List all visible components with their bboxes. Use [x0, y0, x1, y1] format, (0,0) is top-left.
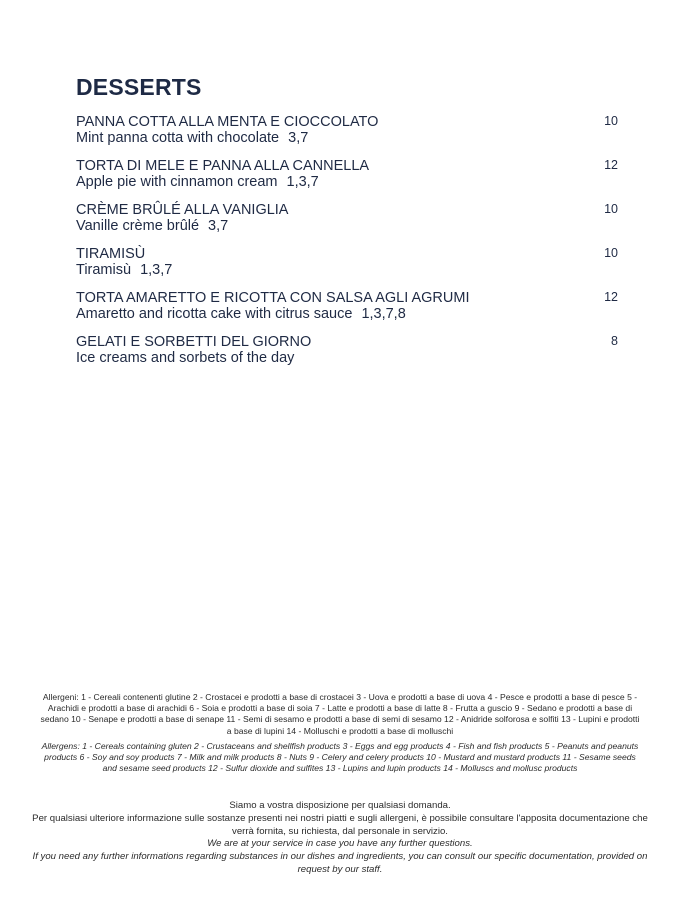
dish-name-italian: TORTA AMARETTO E RICOTTA CON SALSA AGLI AGRUMI — [76, 290, 470, 306]
service-note — [30, 800, 650, 877]
dish-name-italian: TORTA DI MELE E PANNA ALLA CANNELLA — [76, 158, 370, 174]
dish-name-english-text: Apple pie with cinnamon cream — [76, 174, 278, 190]
dish-name-italian: CRÈME BRÛLÉ ALLA VANIGLIA — [76, 202, 289, 218]
menu-item — [76, 158, 636, 202]
dish-allergens: 3,7 — [208, 218, 229, 234]
dish-name-english — [76, 262, 636, 278]
service-note-english-1: We are at your service in case you have any further questions. — [207, 838, 473, 850]
menu-item — [76, 202, 636, 246]
dish-name-english-text: Mint panna cotta with chocolate — [76, 130, 280, 146]
dish-allergens: 1,3,7 — [140, 262, 173, 278]
dish-name-italian: PANNA COTTA ALLA MENTA E CIOCCOLATO — [76, 114, 379, 130]
dish-name-english — [76, 350, 636, 366]
dish-allergens: 3,7 — [288, 130, 309, 146]
service-note-english-2: If you need any further informations regarding substances in our dishes and ingredients, you can consult our specific documentation, provided on request by our staff. — [32, 851, 648, 875]
dish-price: 10 — [604, 114, 618, 128]
dish-name-english-text: Amaretto and ricotta cake with citrus sauce — [76, 306, 353, 322]
service-note-italian-2: Per qualsiasi ulteriore informazione sulle sostanze presenti nei nostri piatti e sugli allergeni, è possibile consultare l'apposita documentazione che verrà fornita, su richiesta, dal personale in servizio. — [32, 812, 648, 837]
dish-price: 12 — [604, 290, 618, 304]
dish-name-english-text: Tiramisù — [76, 262, 132, 278]
dish-name-english — [76, 218, 636, 234]
dish-name-english — [76, 130, 636, 146]
dish-price: 10 — [604, 202, 618, 216]
menu-item — [76, 114, 636, 158]
dish-name-italian: TIRAMISÙ — [76, 246, 146, 262]
menu-item — [76, 246, 636, 290]
menu-item — [76, 334, 636, 378]
dessert-menu — [76, 114, 636, 378]
dish-allergens: 1,3,7 — [286, 174, 319, 190]
menu-item — [76, 290, 636, 334]
dish-allergens: 1,3,7,8 — [361, 306, 406, 322]
dish-name-english-text: Ice creams and sorbets of the day — [76, 350, 295, 366]
allergen-legend-english: Allergens: 1 - Cereals containing gluten 2 - Crustaceans and shellfish products 3 - Eggs and egg products 4 - Fish and fish products 5 - Peanuts and peanuts products 6 - Soy and soy products 7 - Milk and milk products 8 - Nuts 9 - Celery and celery products 10 - Mustard and mustard products 11 - Sesame seeds and sesame seed products 12 - Sulfur dioxide and sulfites 13 - Lupins and lupin products 14 - Molluscs and mollusc products — [41, 741, 639, 774]
service-note-italian-1: Siamo a vostra disposizione per qualsiasi domanda. — [229, 800, 451, 811]
page-title: DESSERTS — [76, 74, 202, 100]
dish-name-english — [76, 174, 636, 190]
dish-price: 10 — [604, 246, 618, 260]
dish-name-english-text: Vanille crème brûlé — [76, 218, 200, 234]
dish-name-italian: GELATI E SORBETTI DEL GIORNO — [76, 334, 312, 350]
dish-price: 12 — [604, 158, 618, 172]
dish-name-english — [76, 306, 636, 322]
dish-price: 8 — [611, 334, 618, 348]
allergen-legend-italian: Allergeni: 1 - Cereali contenenti glutine 2 - Crostacei e prodotti a base di crostacei 3 - Uova e prodotti a base di uova 4 - Pesce e prodotti a base di pesce 5 - Arachidi e prodotti a base di arachidi 6 - Soia e prodotti a base di soia 7 - Latte e prodotti a base di latte 8 - Frutta a guscio 9 - Sedano e prodotti a base di sedano 10 - Senape e prodotti a base di senape 11 - Semi di sesamo e prodotti a base di semi di sesamo 12 - Anidride solforosa e solfiti 13 - Lupini e prodotti a base di lupini 14 - Molluschi e prodotti a base di molluschi — [40, 692, 640, 736]
